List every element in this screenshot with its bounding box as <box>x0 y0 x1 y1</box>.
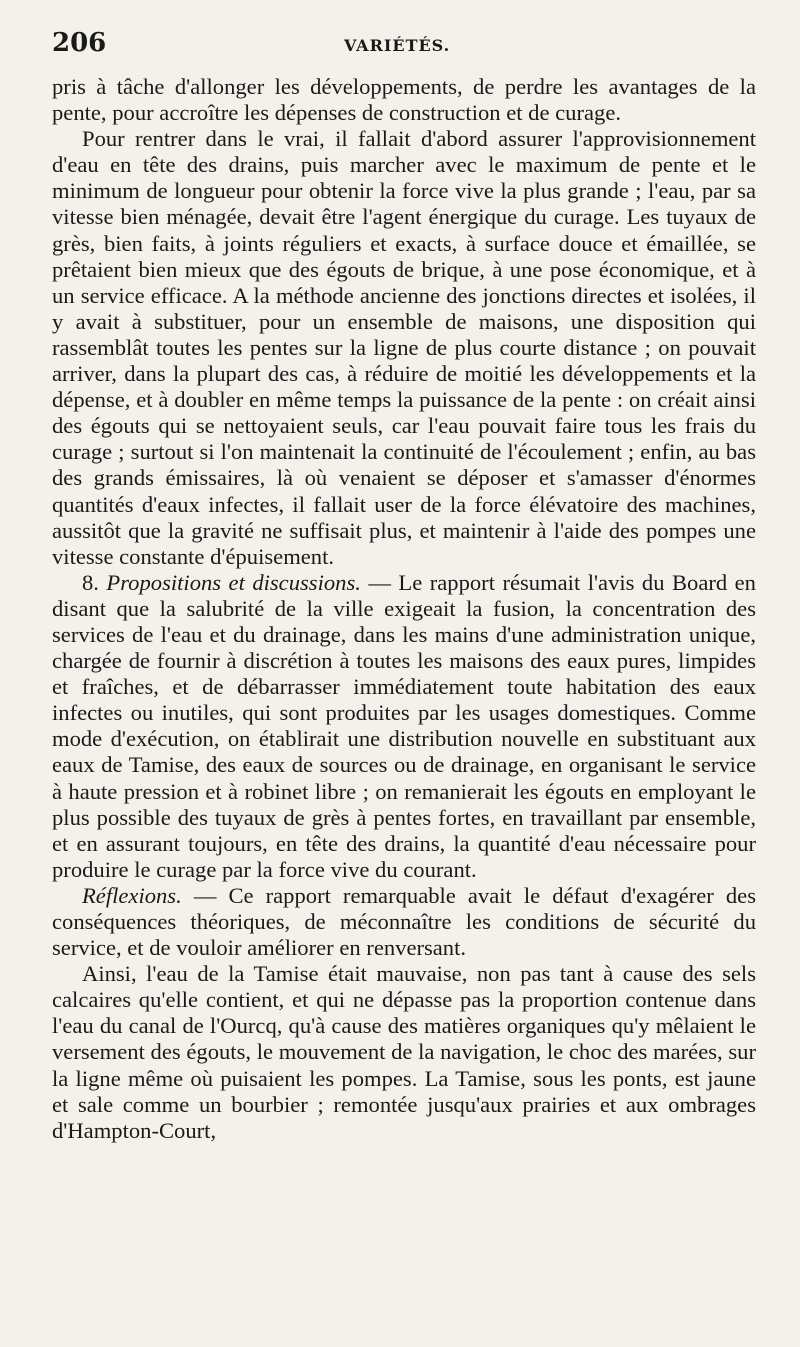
body-text <box>52 74 756 1144</box>
paragraph-4 <box>52 883 756 961</box>
paragraph-2 <box>52 126 756 570</box>
paragraph-1-text: pris à tâche d'allonger les développements, de perdre les avantages de la pente, pour accroître les dépenses de construction et de curage. <box>52 74 756 126</box>
paragraph-5-text: Ainsi, l'eau de la Tamise était mauvaise, non pas tant à cause des sels calcaires qu'elle contient, et qui ne dépasse pas la proportion contenue dans l'eau du canal de l'Ourcq, qu'à cause des matières organiques qu'y mêlaient le versement des égouts, le mouvement de la navigation, le choc des marées, sur la ligne même où puisaient les pompes. La Tamise, sous les ponts, est jaune et sale comme un bourbier ; remontée jusqu'aux prairies et aux ombrages d'Hampton-Court, <box>52 961 756 1143</box>
section-heading: Propositions et discussions. <box>106 569 361 595</box>
section-number: 8. <box>82 569 99 595</box>
reflexions-heading: Réflexions. <box>82 882 182 908</box>
paragraph-2-text: Pour rentrer dans le vrai, il fallait d'abord assurer l'approvisionnement d'eau en tête des drains, puis marcher avec le maximum de pente et le minimum de longueur pour obtenir la force vive la plus grande ; l'eau, par sa vitesse bien ménagée, devait être l'agent énergique du curage. Les tuyaux de grès, bien faits, à joints réguliers et exacts, à surface douce et émaillée, se prêtaient bien mieux que des égouts de brique, à une pose économique, et à un service efficace. A la méthode ancienne des jonctions directes et isolées, il y avait à substituer, pour un ensemble de maisons, une disposition qui rassemblât toutes les pentes sur la ligne de plus courte distance ; on pouvait arriver, dans la plupart des cas, à réduire de moitié les développements et la dépense, et à doubler en même temps la puissance de la pente : on créait ainsi des égouts qui se nettoyaient seuls, car l'eau pouvait faire tous les frais du curage ; surtout si l'on maintenait la continuité de l'écoulement ; enfin, au bas des grands émissaires, là où venaient se déposer et s'amasser d'énormes quantités d'eaux infectes, il fallait user de la force élévatoire des machines, aussitôt que la gravité ne suffisait plus, et maintenir à l'aide des pompes une vitesse constante d'épuisement. <box>52 126 756 569</box>
page-header <box>52 28 756 68</box>
paragraph-3-text: — Le rapport résumait l'avis du Board en disant que la salubrité de la ville exigeait la fusion, la concentration des services de l'eau et du drainage, dans les mains d'une administration unique, chargée de fournir à discrétion à toutes les maisons des eaux pures, limpides et fraîches, et de débarrasser immédiatement toute habitation des eaux infectes ou inutiles, qui sont produites par les usages domestiques. Comme mode d'exécution, on établirait une distribution nouvelle en substituant aux eaux de Tamise, des eaux de sources ou de drainage, en organisant le service à haute pression et à robinet libre ; on remanierait les égouts en employant le plus possible des tuyaux de grès à pentes fortes, en travaillant par ensemble, et en assurant toujours, en tête des drains, la quantité d'eau nécessaire pour produire le curage par la force vive du courant. <box>52 569 756 882</box>
paragraph-4-text: — Ce rapport remarquable avait le défaut d'exagérer des conséquences théoriques, de méconnaître les conditions de sécurité du service, et de vouloir améliorer en renversant. <box>52 882 756 961</box>
paragraph-3 <box>52 570 756 883</box>
paragraph-5 <box>52 961 756 1144</box>
running-head: VARIÉTÉS. <box>344 36 451 55</box>
paragraph-1 <box>52 74 756 126</box>
book-page <box>52 28 756 1144</box>
page-number: 206 <box>52 28 107 58</box>
